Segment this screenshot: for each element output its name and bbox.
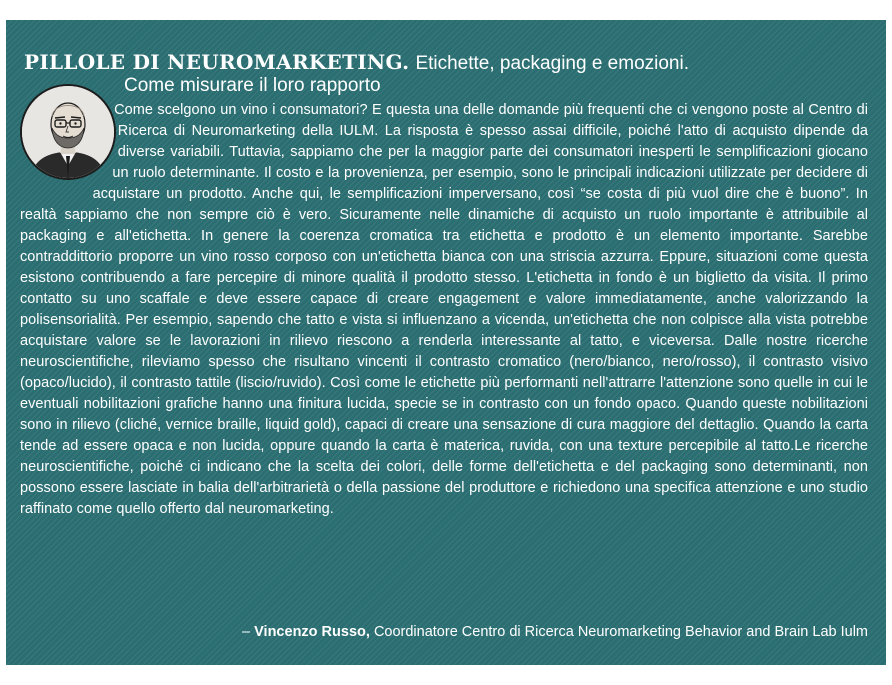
title-rest: Etichette, packaging e emozioni. — [415, 53, 689, 74]
article-title — [24, 50, 874, 75]
avatar-wrap-spacer — [20, 100, 124, 200]
title-bold: PILLOLE DI NEUROMARKETING. — [24, 50, 410, 74]
author-name: Vincenzo Russo, — [254, 624, 370, 640]
article-body — [20, 100, 868, 520]
author-role: Coordinatore Centro di Ricerca Neuromarketing Behavior and Brain Lab Iulm — [373, 624, 868, 640]
author-signature — [242, 624, 868, 640]
article-panel — [6, 20, 886, 665]
article-body-text: Come scelgono un vino i consumatori? E questa una delle domande più frequenti che ci vengono poste al Centro di Ricerca di Neuromarketing della IULM. La risposta è spesso assai difficile, poiché l'atto di acquisto dipende da diverse variabili. Tuttavia, sappiamo che per la maggior parte dei consumatori inesperti le semplificazioni giocano un ruolo determinante. Il costo e la provenienza, per esempio, sono le principali indicazioni utilizzate per decidere di acquistare un prodotto. Anche qui, le semplificazioni imperversano, così “se costa di più vuol dire che è buono”. In realtà sappiamo che non sempre ciò è vero. Sicuramente nelle dinamiche di acquisto un ruolo importante è attribuibile al packaging e all'etichetta. In genere la coerenza cromatica tra etichetta e prodotto è un elemento importante. Sarebbe contraddittorio proporre un vino rosso corposo con un'etichetta bianca con una striscia azzurra. Eppure, situazioni come questa esistono contribuendo a fare percepire di minore qualità il prodotto stesso. L'etichetta in fondo è un biglietto da visita. Il primo contatto su uno scaffale e deve essere capace di creare engagement e valore immediatamente, anche valorizzando la polisensorialità. Per esempio, sapendo che tatto e vista si influenzano a vicenda, un'etichetta che non colpisce alla vista potrebbe acquistare valore se le lavorazioni in rilievo riescono a renderla interessante al tatto, e viceversa. Dalle nostre ricerche neuroscientifiche, rileviamo spesso che risultano vincenti il contrasto cromatico (nero/bianco, nero/rosso), il contrasto visivo (opaco/lucido), il contrasto tattile (liscio/ruvido). Così come le etichette più performanti nell'attrarre l'attenzione sono quelle in cui le eventuali nobilitazioni grafiche hanno una finitura lucida, specie se in contrasto con un fondo opaco. Quando queste nobilitazioni sono in rilievo (cliché, vernice braille, liquid gold), capaci di creare una sensazione di cura maggiore del dettaglio. Quando la carta tende ad essere opaca e non lucida, oppure quando la carta è materica, ruvida, con una texture percepibile al tatto.Le ricerche neuroscientifiche, poiché ci indicano che la scelta dei colori, delle forme dell'etichetta e del packaging sono determinanti, non possono essere lasciate in balia dell'arbitrarietà o della passione del produttore e richiedono una specifica attenzione e uno studio raffinato come quello offerto dal neuromarketing. — [20, 102, 868, 517]
signature-dash: – — [242, 624, 251, 640]
article-subtitle: Come misurare il loro rapporto — [124, 75, 381, 96]
